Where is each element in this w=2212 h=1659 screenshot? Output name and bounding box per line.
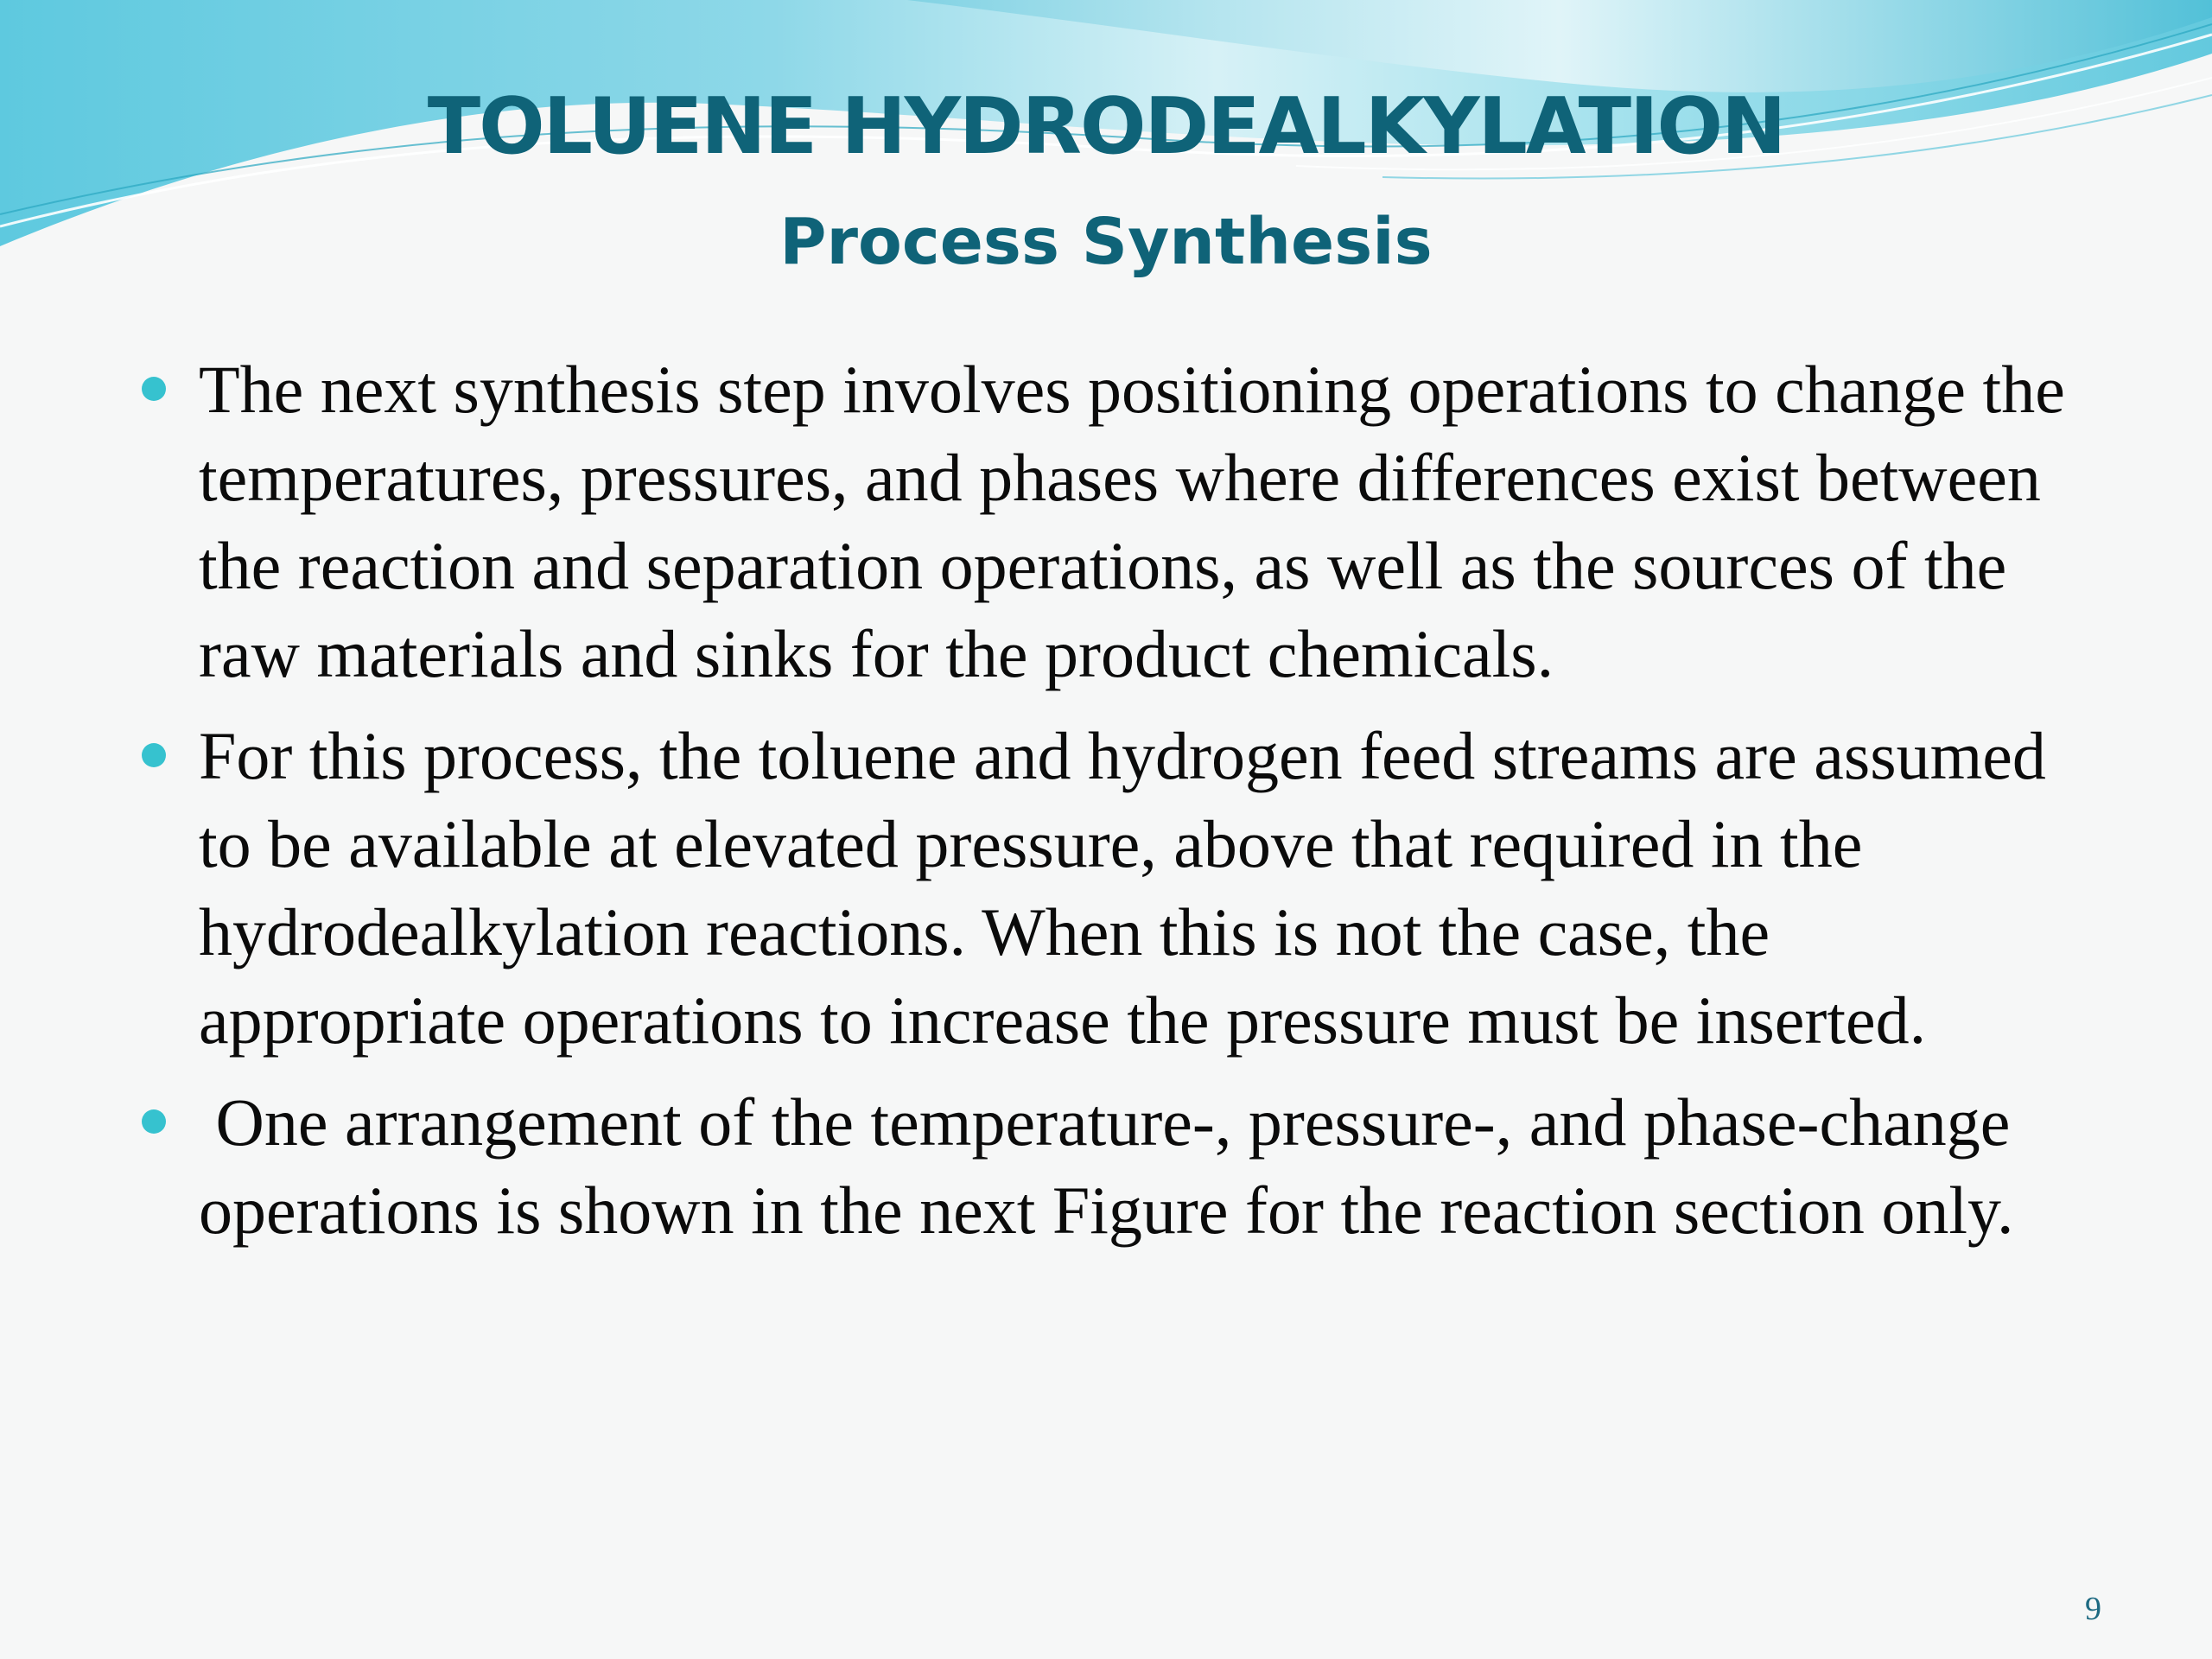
bullet-dot-icon <box>142 1109 166 1134</box>
slide-title: TOLUENE HYDRODEALKYLATION <box>427 81 1785 172</box>
slide-subtitle: Process Synthesis <box>779 205 1433 279</box>
bullet-dot-icon <box>142 377 166 401</box>
bullet-text: The next synthesis step involves positioning operations to change the temperatures, pressures, and phases where differences exist between the reaction and separation operations, as well as the sources of the raw materials and sinks for the product chemicals. <box>199 352 2065 691</box>
bullet-item <box>138 712 2074 1065</box>
page-number: 9 <box>2085 1591 2101 1627</box>
bullet-text: For this process, the toluene and hydrogen feed streams are assumed to be available at elevated pressure, above that required in the hydrodealkylation reactions. When this is not the case, the appropriate operations to increase the pressure must be inserted. <box>199 718 2046 1058</box>
bullet-dot-icon <box>142 743 166 767</box>
bullet-item <box>138 346 2074 698</box>
bullet-item <box>138 1078 2074 1255</box>
bullet-text: One arrangement of the temperature-, pressure-, and phase-change operations is shown in the next Figure for the reaction section only. <box>199 1084 2027 1248</box>
bullet-list <box>138 346 2074 1268</box>
